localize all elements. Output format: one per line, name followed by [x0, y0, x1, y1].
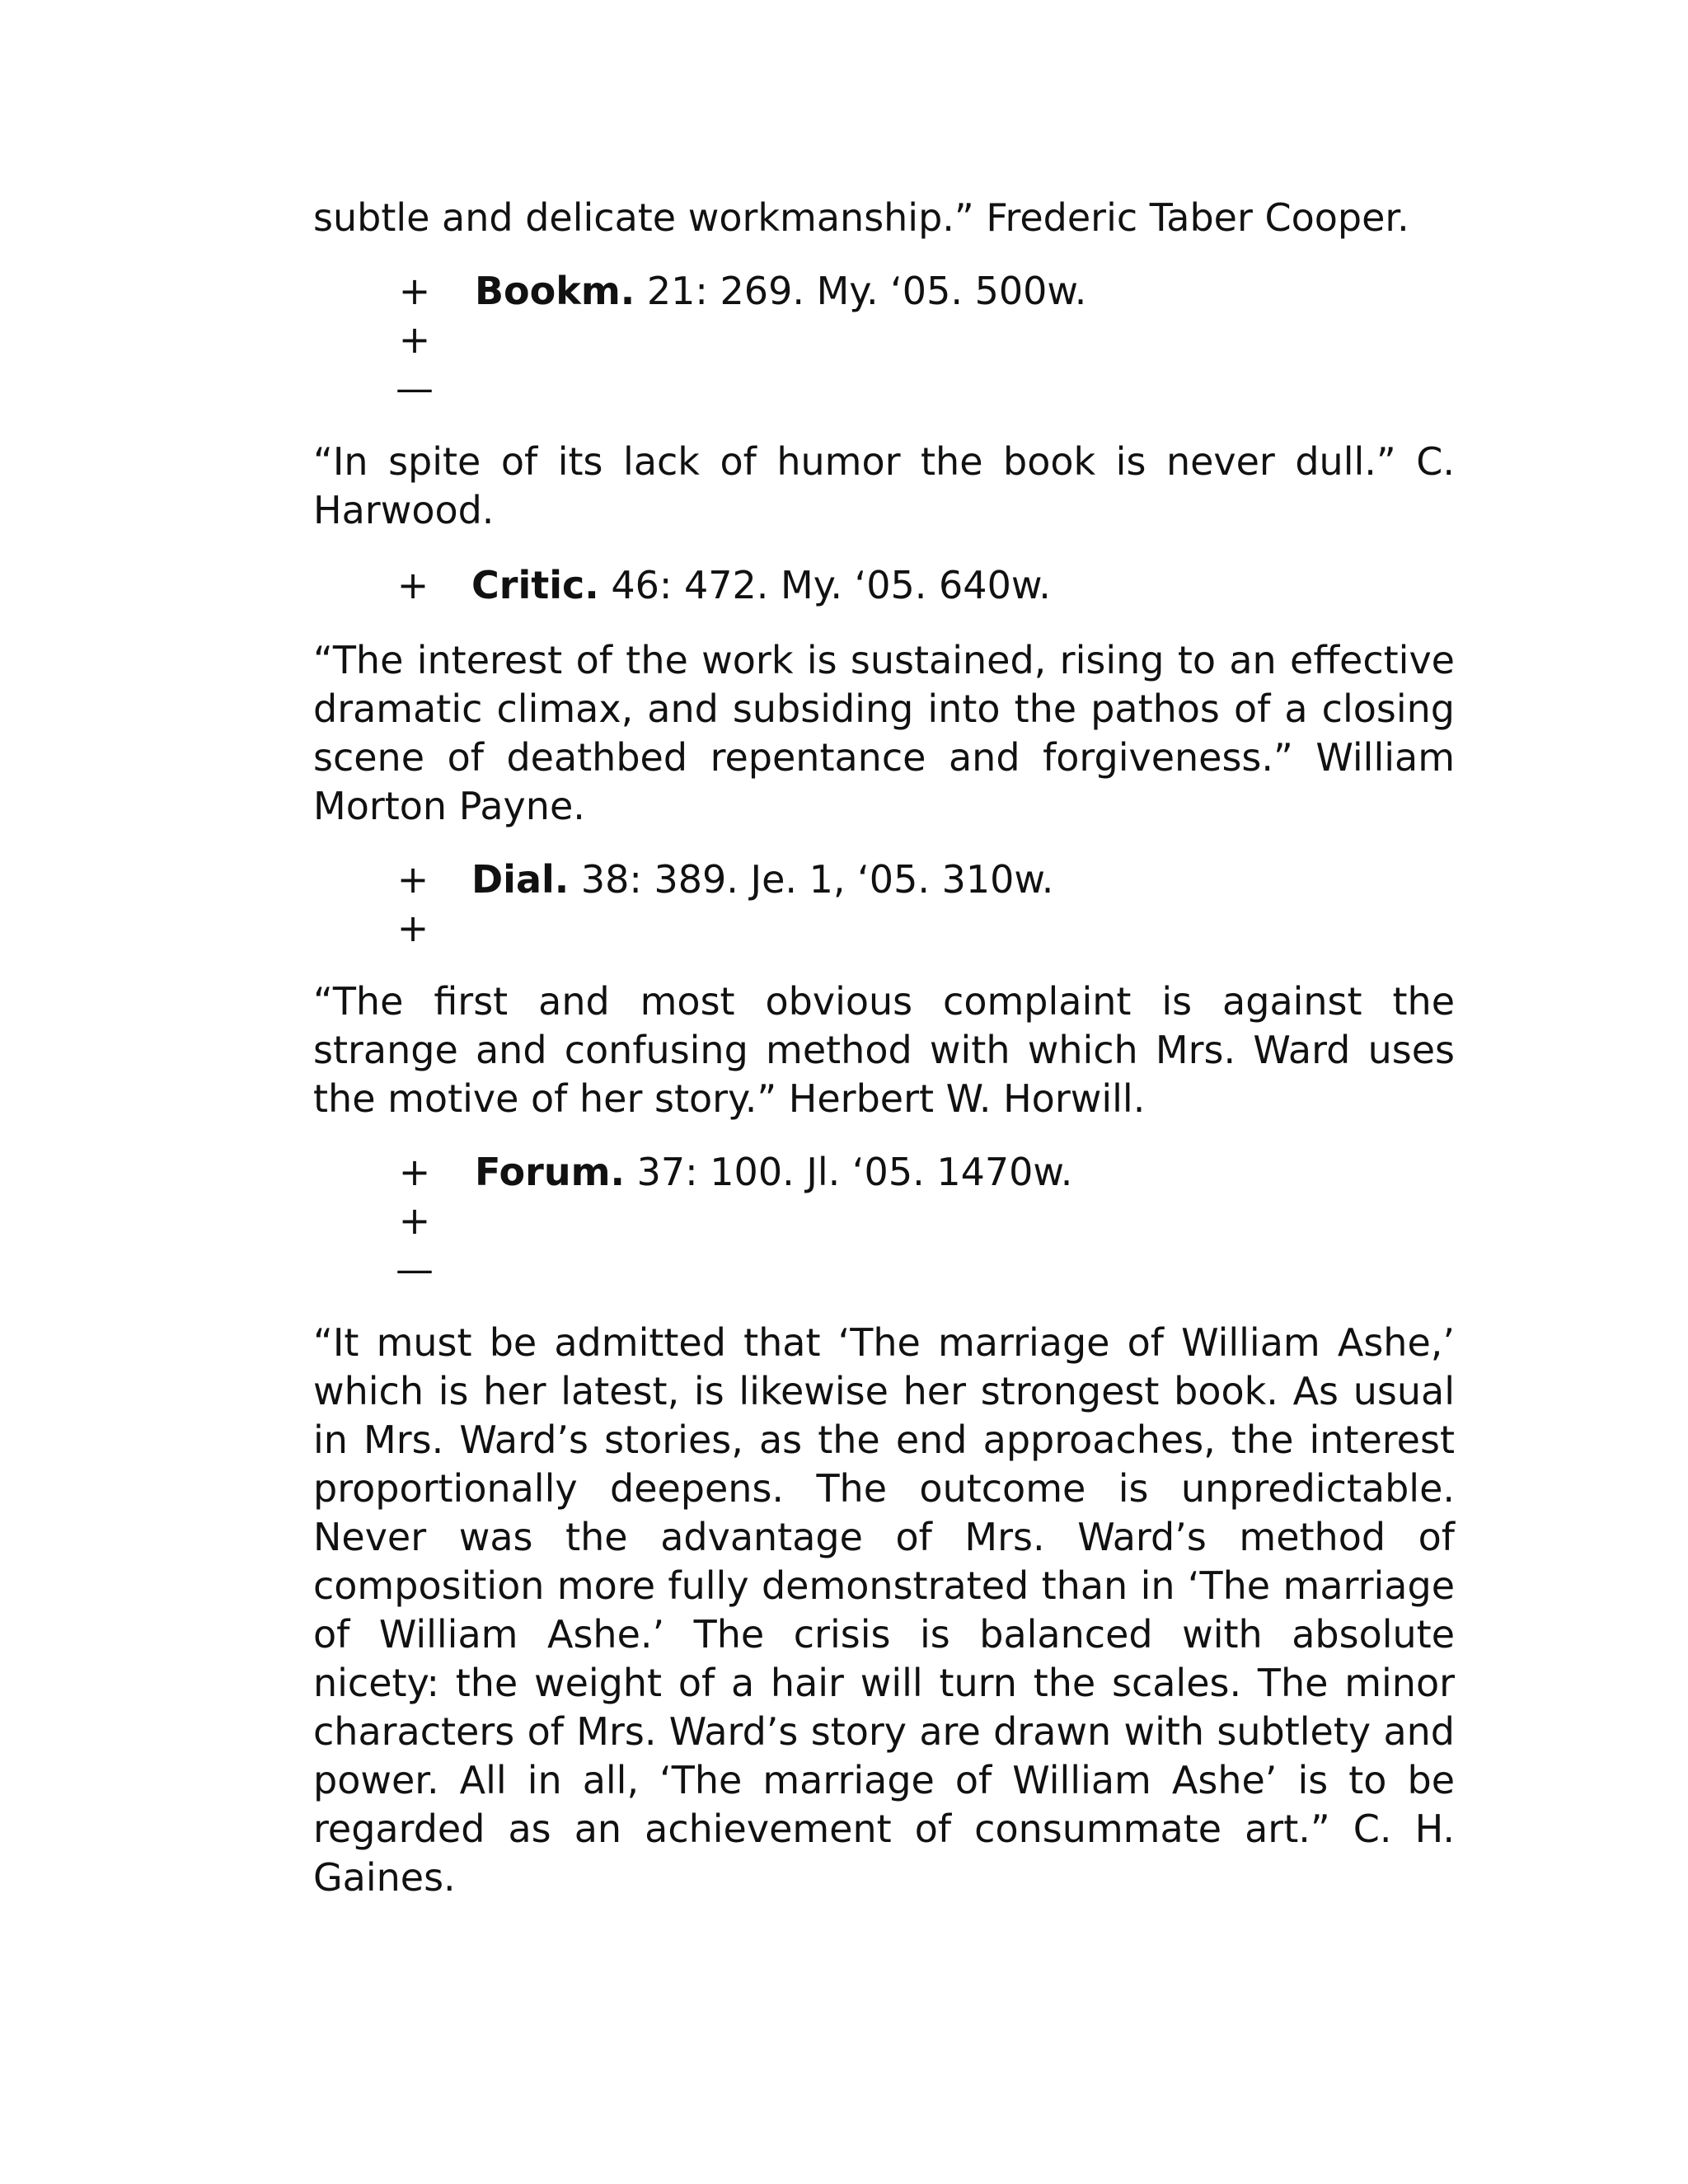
review-quote: subtle and delicate workmanship.” Frederic Taber Cooper.: [313, 195, 1409, 240]
rating-sign: —: [396, 1247, 434, 1291]
citation-text: [475, 1148, 1072, 1197]
periodical-name: Forum.: [475, 1150, 626, 1194]
citation-text: [471, 561, 1051, 610]
citation-details: 46: 472. My. ‘05. 640w.: [598, 563, 1051, 607]
rating-signs: [396, 561, 430, 610]
rating-sign: +: [398, 317, 431, 362]
rating-signs: [396, 855, 430, 953]
document-page: [313, 194, 1455, 1902]
review-citation: [396, 267, 1455, 413]
rating-sign: +: [398, 269, 431, 313]
review-citation: [396, 1148, 1455, 1294]
citation-details: 38: 389. Je. 1, ‘05. 310w.: [569, 857, 1054, 902]
rating-signs: [396, 1148, 434, 1294]
review-citation: [396, 561, 1455, 610]
review-quote: “The interest of the work is sustained, rising to an effective dramatic climax, and subsiding into the pathos of a closing scene of deathbed repentance and forgiveness.” William Morton Payne.: [313, 638, 1455, 828]
citation-text: [475, 267, 1086, 316]
rating-sign: —: [396, 366, 434, 410]
rating-sign: +: [398, 1150, 431, 1194]
rating-signs: [396, 267, 434, 413]
review-quote: “It must be admitted that ‘The marriage of William Ashe,’ which is her latest, is likewise her strongest book. As usual in Mrs. Ward’s stories, as the end approaches, the interest proportionally deepens. The outcome is unpredictable. Never was the advantage of Mrs. Ward’s method of composition more fully demonstrated than in ‘The marriage of William Ashe.’ The crisis is balanced with absolute nicety: the weight of a hair will turn the scales. The minor characters of Mrs. Ward’s story are drawn with subtlety and power. All in all, ‘The marriage of William Ashe’ is to be regarded as an achievement of consummate art.” C. H. Gaines.: [313, 1320, 1455, 1900]
rating-sign: +: [398, 1198, 431, 1243]
periodical-name: Dial.: [471, 857, 570, 902]
review-citation: [396, 855, 1455, 953]
rating-sign: +: [396, 857, 429, 902]
periodical-name: Critic.: [471, 563, 599, 607]
citation-details: 37: 100. Jl. ‘05. 1470w.: [625, 1150, 1073, 1194]
rating-sign: +: [396, 906, 429, 950]
review-quote: “The first and most obvious complaint is against the strange and confusing method with which Mrs. Ward uses the motive of her story.” Herbert W. Horwill.: [313, 979, 1455, 1121]
rating-sign: +: [396, 563, 429, 607]
review-quote: “In spite of its lack of humor the book is never dull.” C. Harwood.: [313, 439, 1455, 532]
citation-details: 21: 269. My. ‘05. 500w.: [635, 269, 1087, 313]
periodical-name: Bookm.: [475, 269, 635, 313]
citation-text: [471, 855, 1053, 904]
